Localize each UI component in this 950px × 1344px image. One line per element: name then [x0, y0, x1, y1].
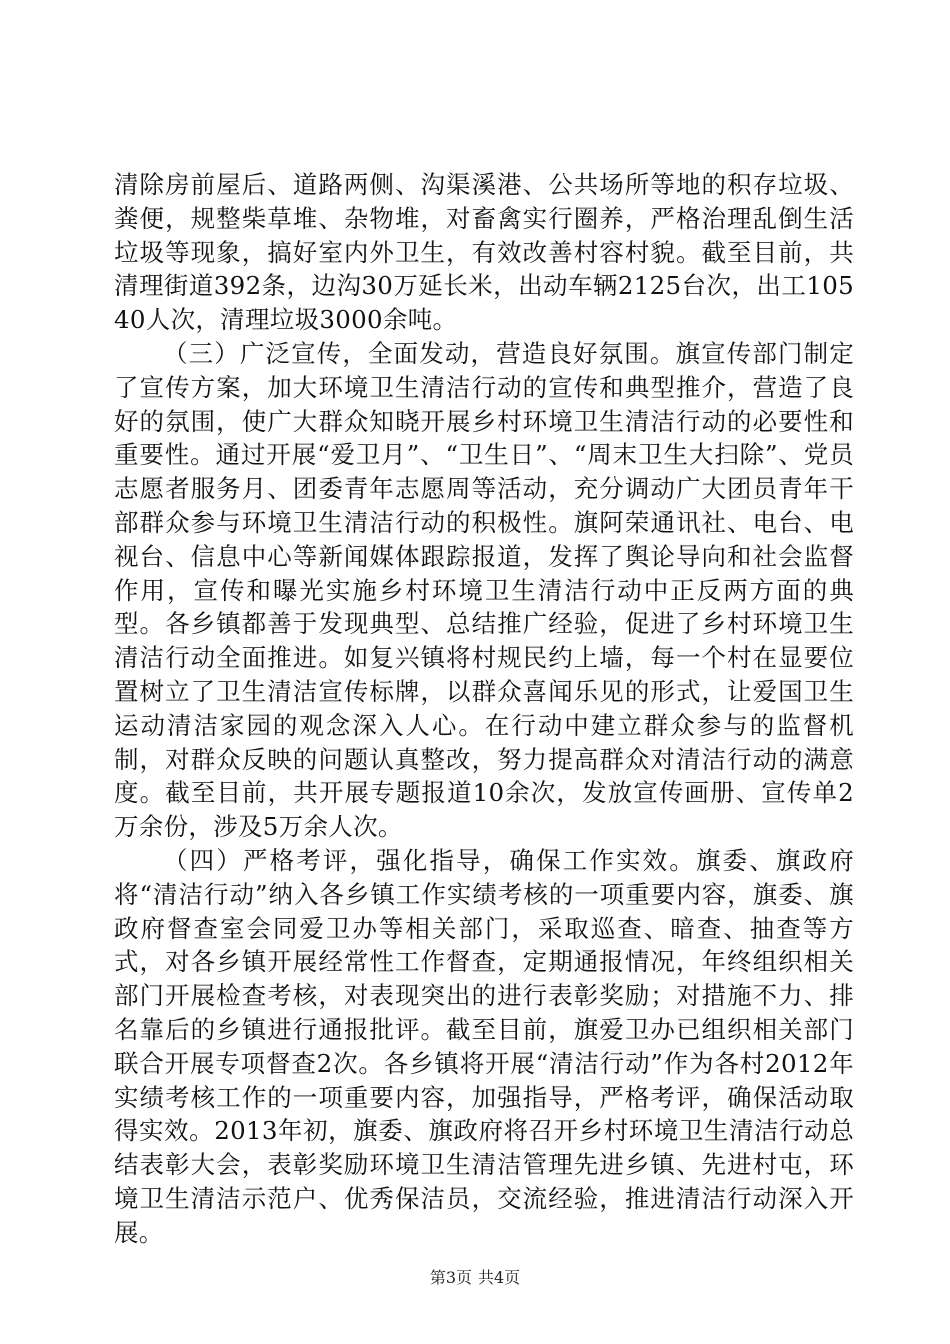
page-number: 第3页 — [429, 1268, 472, 1287]
paragraph-publicity: （三）广泛宣传，全面发动，营造良好氛围。旗宣传部门制定了宣传方案，加大环境卫生清洁行动的宣传和典型推介，营造了良好的氛围，使广大群众知晓开展乡村环境卫生清洁行动的必要性和重要性。通过开展“爱卫月”、“卫生日”、“周末卫生大扫除”、党员志愿者服务月、团委青年志愿周等活动，充分调动广大团员青年干部群众参与环境卫生清洁行动的积极性。旗阿荣通讯社、电台、电视台、信息中心等新闻媒体跟踪报道，发挥了舆论导向和社会监督作用，宣传和曝光实施乡村环境卫生清洁行动中正反两方面的典型。各乡镇都善于发现典型、总结推广经验，促进了乡村环境卫生清洁行动全面推进。如复兴镇将村规民约上墙，每一个村在显要位置树立了卫生清洁宣传标牌，以群众喜闻乐见的形式，让爱国卫生运动清洁家园的观念深入人心。在行动中建立群众参与的监督机制，对群众反映的问题认真整改，努力提高群众对清洁行动的满意度。截至目前，共开展专题报道10余次，发放宣传画册、宣传单2万余份，涉及5万余人次。 — [114, 338, 854, 842]
page-footer — [0, 1268, 950, 1288]
paragraph-continued: 清除房前屋后、道路两侧、沟渠溪港、公共场所等地的积存垃圾、粪便，规整柴草堆、杂物堆，对畜禽实行圈养，严格治理乱倒生活垃圾等现象，搞好室内外卫生，有效改善村容村貌。截至目前，共清理街道392条，边沟30万延长米，出动车辆2125台次，出工10540人次，清理垃圾3000余吨。 — [114, 170, 854, 335]
paragraph-assessment: （四）严格考评，强化指导，确保工作实效。旗委、旗政府将“清洁行动”纳入各乡镇工作实绩考核的一项重要内容，旗委、旗政府督查室会同爱卫办等相关部门，采取巡查、暗查、抽查等方式，对各乡镇开展经常性工作督查，定期通报情况，年终组织相关部门开展检查考核，对表现突出的进行表彰奖励；对措施不力、排名靠后的乡镇进行通报批评。截至目前，旗爱卫办已组织相关部门联合开展专项督查2次。各乡镇将开展“清洁行动”作为各村2012年实绩考核工作的一项重要内容，加强指导，严格考评，确保活动取得实效。2013年初，旗委、旗政府将召开乡村环境卫生清洁行动总结表彰大会，表彰奖励环境卫生清洁管理先进乡镇、先进村屯，环境卫生清洁示范户、优秀保洁员，交流经验，推进清洁行动深入开展。 — [114, 845, 854, 1247]
document-body — [114, 168, 854, 1250]
page-total: 共4页 — [478, 1268, 521, 1287]
